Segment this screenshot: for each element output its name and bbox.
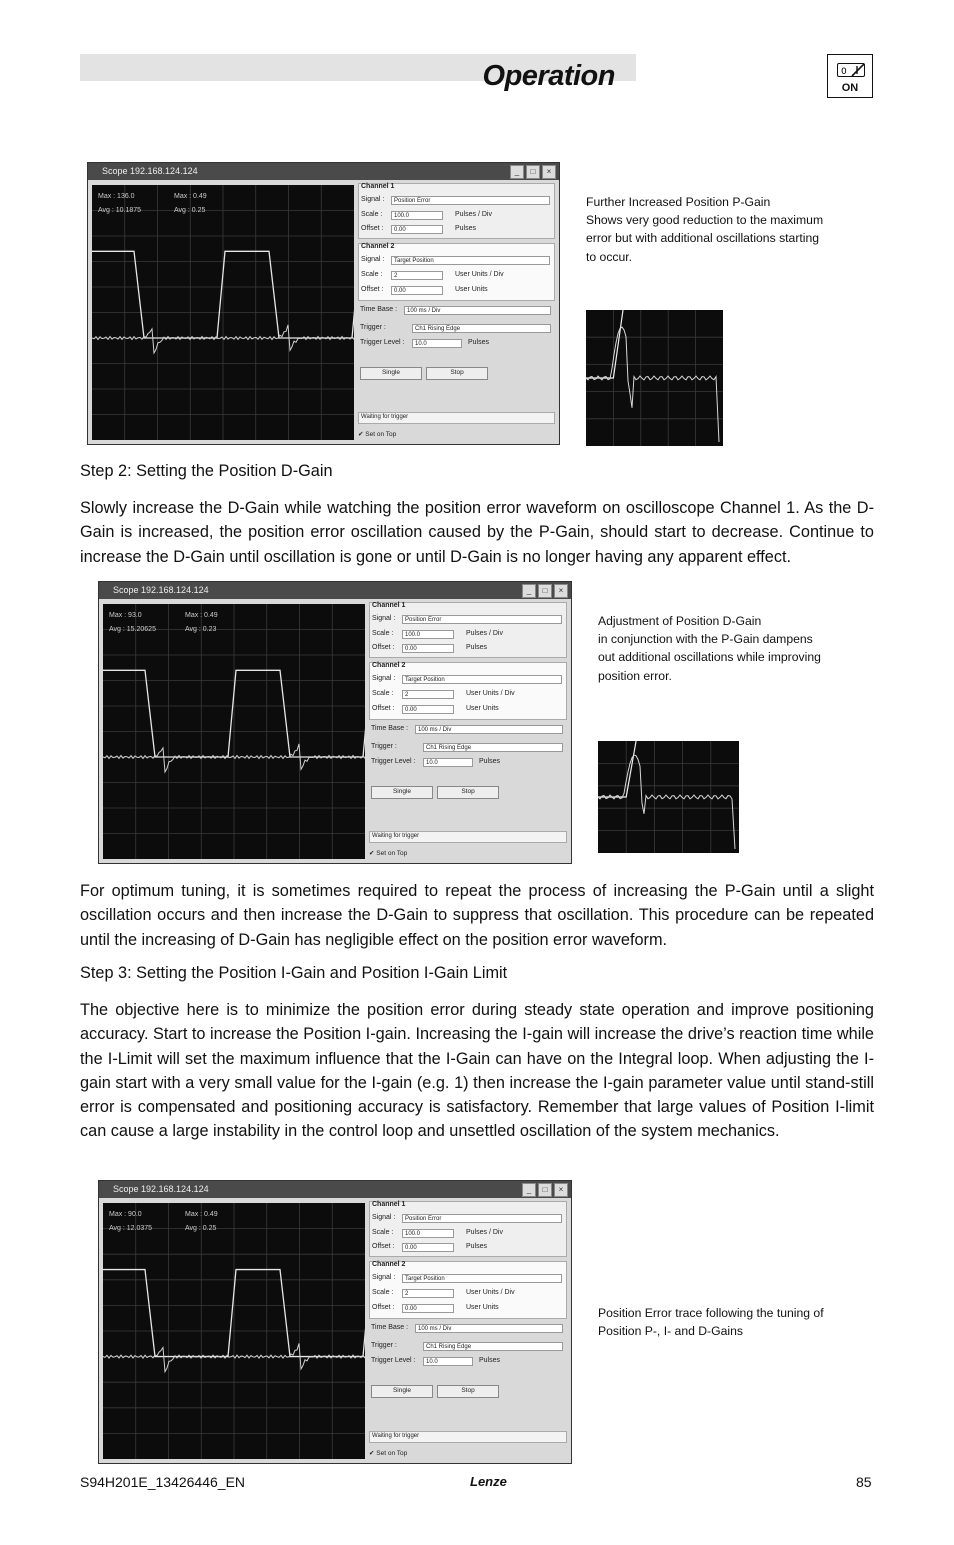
trigger-label: Trigger : — [371, 743, 397, 750]
set-on-top-label: Set on Top — [365, 431, 397, 438]
trigger-select[interactable]: Ch1 Rising Edge — [423, 1342, 563, 1351]
scope-settings-panel — [369, 602, 567, 859]
page-title: Operation — [482, 60, 615, 92]
caption-line: out additional oscillations while improving — [598, 650, 821, 665]
stop-button[interactable]: Stop — [437, 1385, 499, 1398]
figure-caption-3 — [598, 1304, 848, 1340]
scope-traces — [92, 185, 354, 440]
scope-settings-panel — [358, 183, 555, 440]
channel2-label: Channel 2 — [372, 1261, 406, 1268]
timebase-select[interactable]: 100 ms / Div — [404, 306, 551, 315]
ch2-signal-select[interactable]: Target Position — [402, 675, 562, 684]
offset-label: Offset : — [372, 1304, 395, 1311]
figure-caption-2 — [598, 612, 848, 685]
scale-label: Scale : — [361, 271, 383, 278]
window-title: Scope 192.168.124.124 — [113, 585, 209, 595]
zoom-target-trace — [586, 310, 623, 378]
offset-label: Offset : — [372, 644, 395, 651]
minimize-icon[interactable]: _ — [510, 165, 524, 179]
ch1-signal-select[interactable]: Position Error — [402, 615, 562, 624]
ch2-signal-select[interactable]: Target Position — [391, 256, 550, 265]
ch1-offset-input[interactable]: 0.00 — [391, 225, 443, 234]
signal-label: Signal : — [372, 1274, 396, 1281]
trigger-level-unit: Pulses — [479, 1357, 501, 1364]
ch2-scale-input[interactable]: 2 — [402, 690, 454, 699]
trigger-label: Trigger : — [360, 324, 386, 331]
stop-button[interactable]: Stop — [426, 367, 488, 380]
scope-traces — [103, 604, 365, 859]
window-titlebar[interactable] — [88, 163, 559, 180]
channel1-group — [358, 183, 555, 239]
scope-window-2 — [98, 581, 572, 864]
set-on-top-checkbox[interactable]: ✔ Set on Top — [369, 850, 408, 857]
timebase-label: Time Base : — [371, 1324, 409, 1331]
single-button[interactable]: Single — [371, 1385, 433, 1398]
single-button[interactable]: Single — [360, 367, 422, 380]
window-titlebar[interactable] — [99, 582, 571, 599]
scope-window-1 — [87, 162, 560, 445]
stop-button[interactable]: Stop — [437, 786, 499, 799]
oscilloscope-plot — [103, 604, 365, 859]
ch1-scale-unit: Pulses / Div — [466, 1229, 503, 1236]
ch1-offset-unit: Pulses — [466, 644, 488, 651]
oscilloscope-plot — [103, 1203, 365, 1459]
ch2-offset-unit: User Units — [466, 705, 499, 712]
close-icon[interactable]: × — [554, 1183, 568, 1197]
channel1-label: Channel 1 — [361, 183, 395, 190]
maximize-icon[interactable]: □ — [526, 165, 540, 179]
step2-heading: Step 2: Setting the Position D-Gain — [80, 462, 333, 480]
caption-line: position error. — [598, 668, 672, 683]
caption-line: Shows very good reduction to the maximum — [586, 213, 824, 228]
signal-label: Signal : — [372, 615, 396, 622]
signal-label: Signal : — [372, 1214, 396, 1221]
caption-line: Position Error trace following the tuning of — [598, 1306, 824, 1320]
ch1-avg: Avg : 10.1875 — [98, 207, 142, 214]
set-on-top-checkbox[interactable]: ✔ Set on Top — [358, 431, 397, 438]
trigger-select[interactable]: Ch1 Rising Edge — [423, 743, 563, 752]
ch2-signal-select[interactable]: Target Position — [402, 1274, 562, 1283]
offset-label: Offset : — [361, 225, 384, 232]
caption-line: Position P-, I- and D-Gains — [598, 1324, 743, 1339]
offset-label: Offset : — [372, 705, 395, 712]
trigger-label: Trigger : — [371, 1342, 397, 1349]
signal-label: Signal : — [372, 675, 396, 682]
trigger-level-label: Trigger Level : — [360, 339, 405, 346]
ch2-scale-unit: User Units / Div — [466, 690, 515, 697]
window-title: Scope 192.168.124.124 — [113, 1184, 209, 1194]
status-bar: Waiting for trigger — [358, 412, 555, 424]
ch1-offset-unit: Pulses — [466, 1243, 488, 1250]
close-icon[interactable]: × — [554, 584, 568, 598]
caption-line: in conjunction with the P-Gain dampens — [598, 632, 813, 647]
caption-line: to occur. — [586, 249, 633, 264]
on-label: ON — [841, 82, 859, 94]
ch2-offset-input[interactable]: 0.00 — [402, 705, 454, 714]
caption-line: Adjustment of Position D-Gain — [598, 614, 762, 628]
channel1-label: Channel 1 — [372, 602, 406, 609]
caption-line: error but with additional oscillations starting — [586, 231, 820, 246]
trigger-level-unit: Pulses — [468, 339, 490, 346]
trigger-level-input[interactable]: 10.0 — [423, 1357, 473, 1366]
trigger-level-input[interactable]: 10.0 — [423, 758, 473, 767]
waveform-zoom-1 — [586, 310, 723, 446]
zoom-traces — [598, 741, 739, 853]
paragraph-optimum-tuning: For optimum tuning, it is sometimes required to repeat the process of increasing the P-Gain until a slight oscillation occurs and then increase the D-Gain to suppress that oscillation. This procedure can be repeated until the increasing of D-Gain has negligible effect on the position error waveform. — [80, 882, 874, 949]
ch2-offset-input[interactable]: 0.00 — [402, 1304, 454, 1313]
footer-brand: Lenze — [470, 1474, 507, 1489]
ch2-scale-unit: User Units / Div — [466, 1289, 515, 1296]
paragraph-d-gain: Slowly increase the D-Gain while watching the position error waveform on oscilloscope Channel 1. As the D-Gain is increased, the position error oscillation caused by the P-Gain, should start to decrease. Continue to increase the D-Gain until oscillation is gone or until D-Gain is no longer having any apparent effect. — [80, 499, 874, 566]
oscilloscope-plot — [92, 185, 354, 440]
channel1-group — [369, 1201, 567, 1257]
timebase-label: Time Base : — [371, 725, 409, 732]
ch1-scale-input[interactable]: 100.0 — [402, 1229, 454, 1238]
channel1-group — [369, 602, 567, 658]
ch1-scale-input[interactable]: 100.0 — [391, 211, 443, 220]
close-icon[interactable]: × — [542, 165, 556, 179]
ch2-avg: Avg : 0.23 — [185, 626, 217, 633]
offset-label: Offset : — [361, 286, 384, 293]
offset-label: Offset : — [372, 1243, 395, 1250]
set-on-top-checkbox[interactable]: ✔ Set on Top — [369, 1450, 408, 1457]
zoom-error-trace — [586, 327, 719, 442]
channel2-group — [369, 662, 567, 720]
waveform-zoom-2 — [598, 741, 739, 853]
paragraph-i-gain: The objective here is to minimize the position error during steady state operation and improve positioning accuracy. Start to increase the Position I-gain. Increasing the I-gain will increase the drive’s reaction time while the I-Limit will set the maximum influence that the I-Gain can have on the Integral loop. When adjusting the I-gain start with a very small value for the I-gain (e.g. 1) then increase the I-gain parameter value until stand-still error is compensated and positioning accuracy is satisfactory. Remember that large values of Position I-limit can cause a large instability in the control loop and unsettled oscillation of the system mechanics. — [80, 1001, 874, 1141]
trigger-level-unit: Pulses — [479, 758, 501, 765]
trigger-level-label: Trigger Level : — [371, 1357, 416, 1364]
maximize-icon[interactable]: □ — [538, 1183, 552, 1197]
scale-label: Scale : — [372, 690, 394, 697]
ch1-signal-select[interactable]: Position Error — [391, 196, 550, 205]
footer-doc-id: S94H201E_13426446_EN — [80, 1474, 246, 1490]
timebase-label: Time Base : — [360, 306, 398, 313]
zoom-traces — [586, 310, 723, 446]
ch1-scale-unit: Pulses / Div — [455, 211, 492, 218]
ch2-scale-input[interactable]: 2 — [402, 1289, 454, 1298]
ch2-avg: Avg : 0.25 — [185, 1225, 217, 1232]
ch1-max: Max : 93.0 — [109, 612, 142, 619]
ch1-offset-unit: Pulses — [455, 225, 477, 232]
svg-text:0: 0 — [841, 67, 847, 76]
footer-page-number: 85 — [856, 1474, 872, 1490]
timebase-select[interactable]: 100 ms / Div — [415, 725, 563, 734]
window-titlebar[interactable] — [99, 1181, 571, 1198]
ch2-max: Max : 0.49 — [185, 1211, 218, 1218]
ch2-max: Max : 0.49 — [185, 612, 218, 619]
channel2-label: Channel 2 — [361, 243, 395, 250]
scope-traces — [103, 1203, 365, 1459]
ch2-max: Max : 0.49 — [174, 193, 207, 200]
ch1-max: Max : 136.0 — [98, 193, 135, 200]
channel2-label: Channel 2 — [372, 662, 406, 669]
scale-label: Scale : — [361, 211, 383, 218]
trigger-select[interactable]: Ch1 Rising Edge — [412, 324, 551, 333]
ch1-offset-input[interactable]: 0.00 — [402, 1243, 454, 1252]
ch2-scale-input[interactable]: 2 — [391, 271, 443, 280]
trigger-level-input[interactable]: 10.0 — [412, 339, 462, 348]
signal-label: Signal : — [361, 256, 385, 263]
scale-label: Scale : — [372, 1229, 394, 1236]
set-on-top-label: Set on Top — [376, 1450, 408, 1457]
status-bar: Waiting for trigger — [369, 1431, 567, 1443]
step3-heading: Step 3: Setting the Position I-Gain and Position I-Gain Limit — [80, 964, 508, 982]
switch-rocker-icon — [837, 63, 865, 77]
ch2-offset-unit: User Units — [466, 1304, 499, 1311]
power-switch-icon — [827, 54, 873, 98]
caption-line: Further Increased Position P-Gain — [586, 195, 771, 209]
ch2-offset-input[interactable]: 0.00 — [391, 286, 443, 295]
set-on-top-label: Set on Top — [376, 850, 408, 857]
channel2-group — [369, 1261, 567, 1319]
scope-window-3 — [98, 1180, 572, 1464]
ch1-offset-input[interactable]: 0.00 — [402, 644, 454, 653]
status-bar: Waiting for trigger — [369, 831, 567, 843]
scale-label: Scale : — [372, 630, 394, 637]
ch1-max: Max : 90.0 — [109, 1211, 142, 1218]
scope-settings-panel — [369, 1201, 567, 1459]
single-button[interactable]: Single — [371, 786, 433, 799]
channel1-label: Channel 1 — [372, 1201, 406, 1208]
ch2-offset-unit: User Units — [455, 286, 488, 293]
window-title: Scope 192.168.124.124 — [102, 166, 198, 176]
figure-caption-1 — [586, 193, 836, 266]
scale-label: Scale : — [372, 1289, 394, 1296]
minimize-icon[interactable]: _ — [522, 584, 536, 598]
ch1-signal-select[interactable]: Position Error — [402, 1214, 562, 1223]
channel2-group — [358, 243, 555, 301]
ch2-scale-unit: User Units / Div — [455, 271, 504, 278]
zoom-error-trace — [598, 755, 735, 849]
signal-label: Signal : — [361, 196, 385, 203]
minimize-icon[interactable]: _ — [522, 1183, 536, 1197]
timebase-select[interactable]: 100 ms / Div — [415, 1324, 563, 1333]
maximize-icon[interactable]: □ — [538, 584, 552, 598]
ch1-scale-input[interactable]: 100.0 — [402, 630, 454, 639]
ch1-avg: Avg : 15.20625 — [109, 626, 156, 633]
ch1-avg: Avg : 12.0375 — [109, 1225, 153, 1232]
zoom-target-trace — [598, 741, 636, 797]
ch1-scale-unit: Pulses / Div — [466, 630, 503, 637]
ch2-avg: Avg : 0.25 — [174, 207, 206, 214]
trigger-level-label: Trigger Level : — [371, 758, 416, 765]
